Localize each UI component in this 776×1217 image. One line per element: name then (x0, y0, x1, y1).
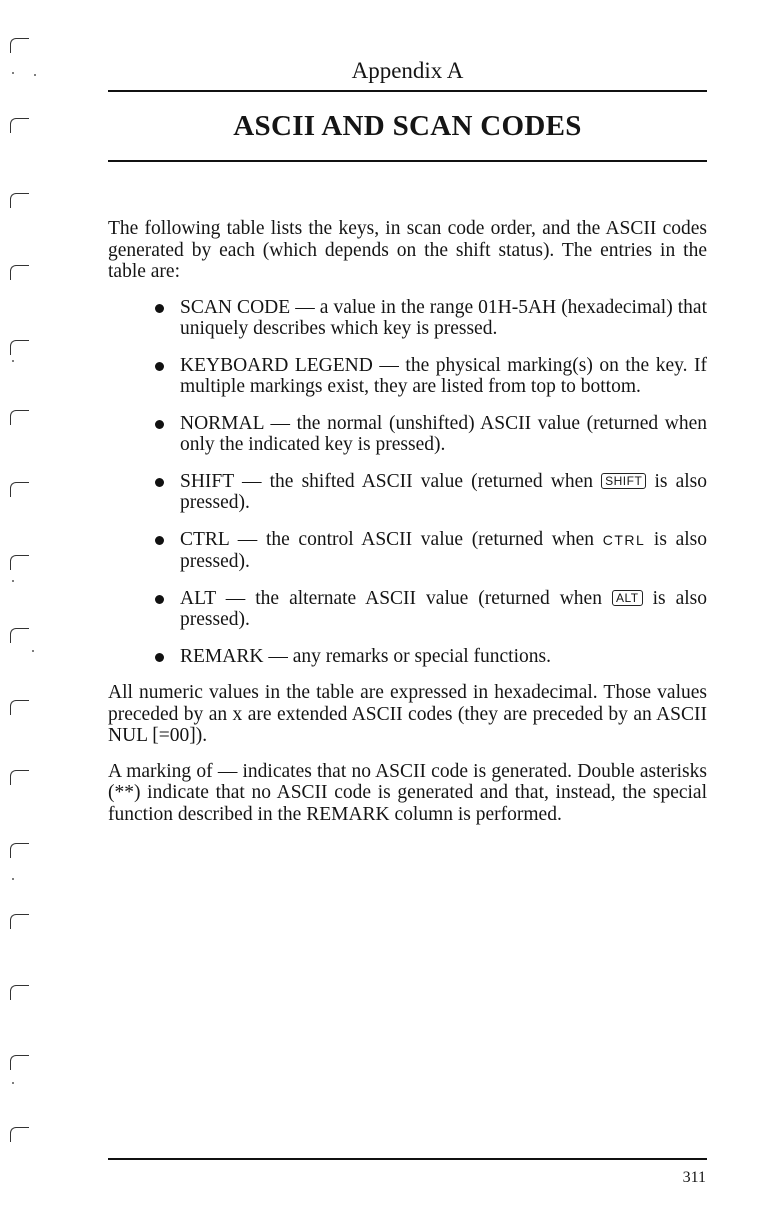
binding-mark (10, 1055, 29, 1070)
bullet-icon (155, 362, 164, 371)
item-text: the physical marking(s) on the key. If multiple markings exist, they are listed from top to bottom. (180, 354, 707, 397)
binding-mark (10, 843, 29, 858)
appendix-label: Appendix A (351, 58, 464, 83)
item-text: a value in the range 01H-5AH (hexadecimal) that uniquely describes which key is pressed. (180, 296, 707, 339)
list-item (108, 646, 707, 668)
bullet-icon (155, 420, 164, 429)
binding-mark (10, 628, 29, 643)
list-item (108, 529, 707, 573)
item-text: any remarks or special functions. (292, 645, 551, 667)
binding-mark (10, 265, 29, 280)
item-text: the alternate ASCII value (returned when (255, 587, 602, 609)
em-dash: — (270, 412, 290, 434)
numeric-paragraph: All numeric values in the table are expressed in hexadecimal. Those values preceded by an x are extended ASCII codes (they are preceded by an ASCII NUL [=00]). (108, 682, 707, 746)
binding-dot (12, 360, 14, 362)
em-dash: — (237, 528, 258, 550)
item-text: the shifted ASCII value (returned when (269, 470, 593, 492)
item-head: SHIFT (180, 470, 234, 492)
binding-dot (12, 878, 14, 880)
item-text: is also pressed). (180, 470, 707, 513)
shift-key-icon: SHIFT (601, 473, 646, 489)
list-item (108, 588, 707, 631)
binding-mark (10, 410, 29, 425)
field-list (108, 297, 707, 668)
item-head: NORMAL (180, 412, 264, 434)
item-text: the control ASCII value (returned when (265, 528, 595, 550)
item-head: SCAN CODE (180, 296, 291, 318)
binding-dot (34, 74, 36, 76)
item-text: is also pressed). (180, 587, 708, 630)
list-item (108, 355, 707, 398)
binding-mark (10, 770, 29, 785)
marking-paragraph: A marking of — indicates that no ASCII code is generated. Double asterisks (**) indicate that no ASCII code is generated and that, instead, the special function described in the REMARK column is performed. (108, 760, 707, 825)
bullet-icon (155, 595, 164, 604)
bullet-icon (155, 653, 164, 662)
binding-dot (32, 650, 34, 652)
footer-rule (108, 1158, 707, 1160)
item-text: the normal (unshifted) ASCII value (returned when only the indicated key is pressed). (180, 412, 708, 455)
bullet-icon (155, 536, 164, 545)
binding-dot (12, 580, 14, 582)
binding-mark (10, 118, 29, 133)
bullet-icon (155, 478, 164, 487)
em-dash: — (225, 587, 246, 609)
binding-mark (10, 38, 29, 53)
binding-edge (0, 0, 40, 1217)
body-text (108, 218, 707, 839)
binding-mark (10, 193, 29, 208)
binding-mark (10, 482, 29, 497)
item-head: ALT (180, 587, 216, 609)
header-rule (108, 90, 707, 92)
binding-mark (10, 340, 29, 355)
list-item (108, 297, 707, 340)
bullet-icon (155, 304, 164, 313)
item-head: REMARK (180, 645, 264, 667)
list-item (108, 413, 707, 456)
binding-mark (10, 985, 29, 1000)
item-head: KEYBOARD LEGEND (180, 354, 373, 376)
page-number: 311 (682, 1169, 706, 1186)
list-item (108, 471, 707, 514)
binding-mark (10, 1127, 29, 1142)
page-title: ASCII AND SCAN CODES (233, 110, 582, 142)
binding-dot (12, 1082, 14, 1084)
item-text: is also pressed). (180, 528, 707, 572)
alt-key-icon: ALT (612, 590, 643, 606)
ctrl-key-label: CTRL (602, 531, 646, 548)
binding-mark (10, 914, 29, 929)
em-dash: — (268, 645, 288, 667)
em-dash: — (241, 470, 262, 492)
title-rule (108, 160, 707, 162)
em-dash: — (295, 296, 315, 318)
intro-paragraph: The following table lists the keys, in scan code order, and the ASCII codes generated by each (which depends on the shift status). The entries in the table are: (108, 218, 707, 282)
binding-mark (10, 555, 29, 570)
em-dash: — (379, 354, 399, 376)
item-head: CTRL (180, 528, 230, 550)
binding-mark (10, 700, 29, 715)
binding-dot (12, 72, 14, 74)
